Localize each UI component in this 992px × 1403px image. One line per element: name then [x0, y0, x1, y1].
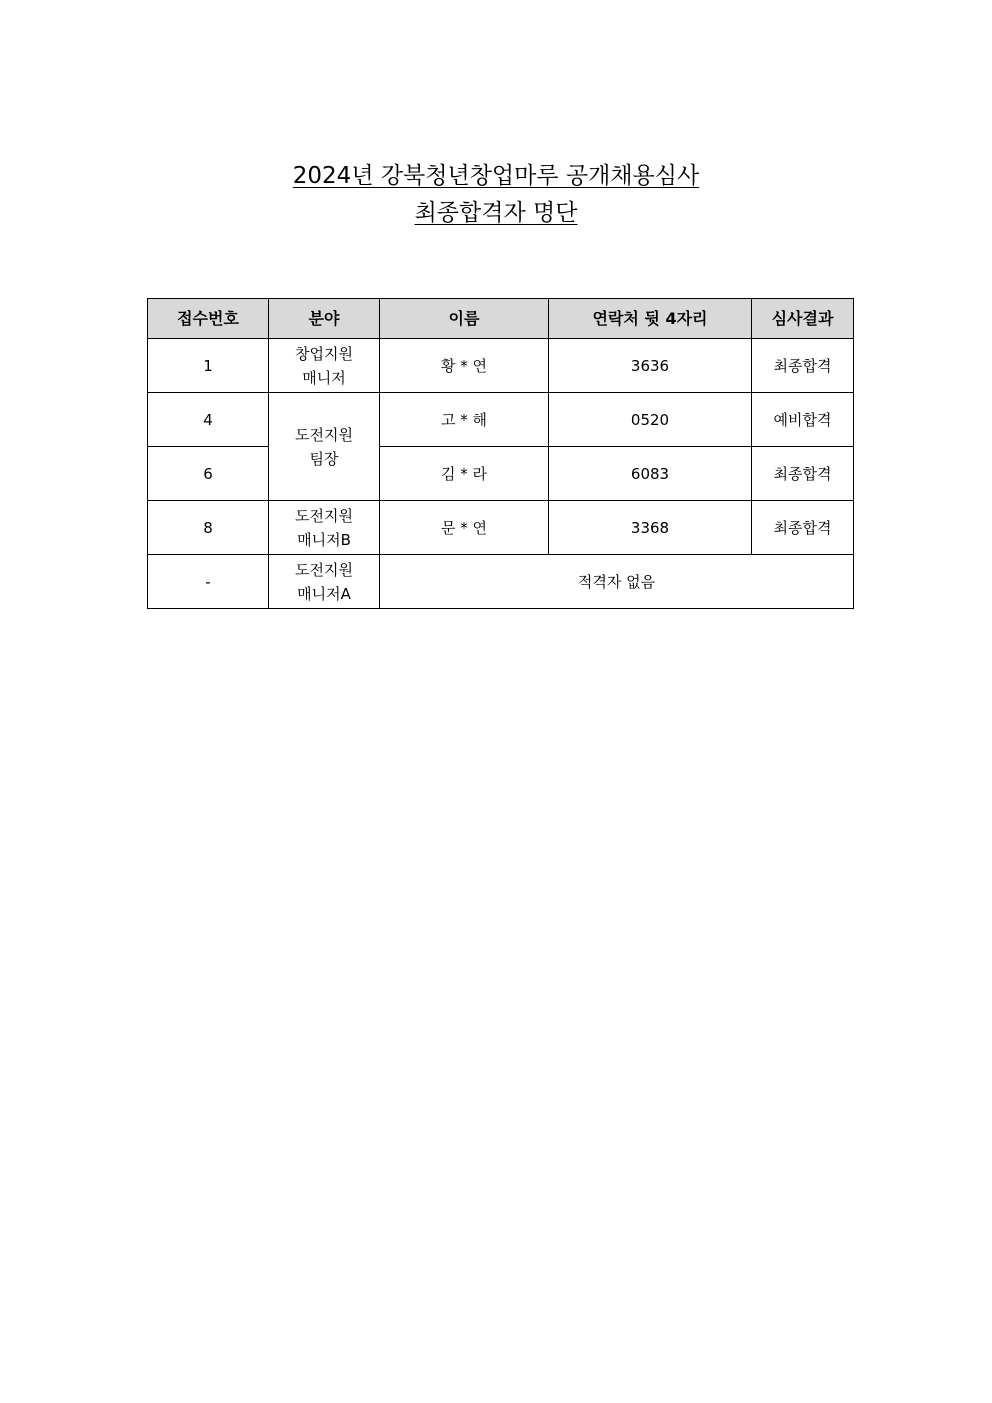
phone-last4: 6083 — [549, 447, 752, 501]
receipt-number: 6 — [148, 447, 269, 501]
applicant-name: 고 * 해 — [380, 393, 549, 447]
result-cell: 최종합격 — [752, 447, 854, 501]
table-row — [148, 393, 854, 447]
receipt-number: 1 — [148, 339, 269, 393]
field-line: 창업지원 — [295, 344, 353, 363]
field-line: 팀장 — [309, 449, 339, 468]
results-table — [147, 298, 854, 609]
field-line: 매니저B — [297, 530, 351, 549]
title-line-2: 최종합격자 명단 — [414, 200, 578, 226]
header-field: 분야 — [269, 299, 380, 339]
receipt-number: 4 — [148, 393, 269, 447]
table-row — [148, 555, 854, 609]
result-cell: 최종합격 — [752, 501, 854, 555]
field-cell — [269, 501, 380, 555]
field-cell — [269, 339, 380, 393]
header-result: 심사결과 — [752, 299, 854, 339]
header-receipt-number: 접수번호 — [148, 299, 269, 339]
receipt-number: 8 — [148, 501, 269, 555]
result-cell: 최종합격 — [752, 339, 854, 393]
result-cell: 예비합격 — [752, 393, 854, 447]
table-header-row — [148, 299, 854, 339]
phone-last4: 3636 — [549, 339, 752, 393]
no-qualified-note: 적격자 없음 — [380, 555, 854, 609]
table-row — [148, 447, 854, 501]
header-name: 이름 — [380, 299, 549, 339]
phone-last4: 0520 — [549, 393, 752, 447]
title-line-1: 2024년 강북청년창업마루 공개채용심사 — [292, 163, 700, 189]
field-cell — [269, 555, 380, 609]
applicant-name: 황 * 연 — [380, 339, 549, 393]
table-row — [148, 501, 854, 555]
field-line: 도전지원 — [295, 425, 353, 444]
header-phone-last4: 연락처 뒷 4자리 — [549, 299, 752, 339]
field-line: 도전지원 — [295, 560, 353, 579]
phone-last4: 3368 — [549, 501, 752, 555]
receipt-number: - — [148, 555, 269, 609]
field-line: 매니저 — [302, 368, 346, 387]
field-line: 매니저A — [297, 584, 351, 603]
document-title — [0, 158, 992, 232]
field-line: 도전지원 — [295, 506, 353, 525]
applicant-name: 문 * 연 — [380, 501, 549, 555]
table-row — [148, 339, 854, 393]
applicant-name: 김 * 라 — [380, 447, 549, 501]
field-cell — [269, 393, 380, 501]
